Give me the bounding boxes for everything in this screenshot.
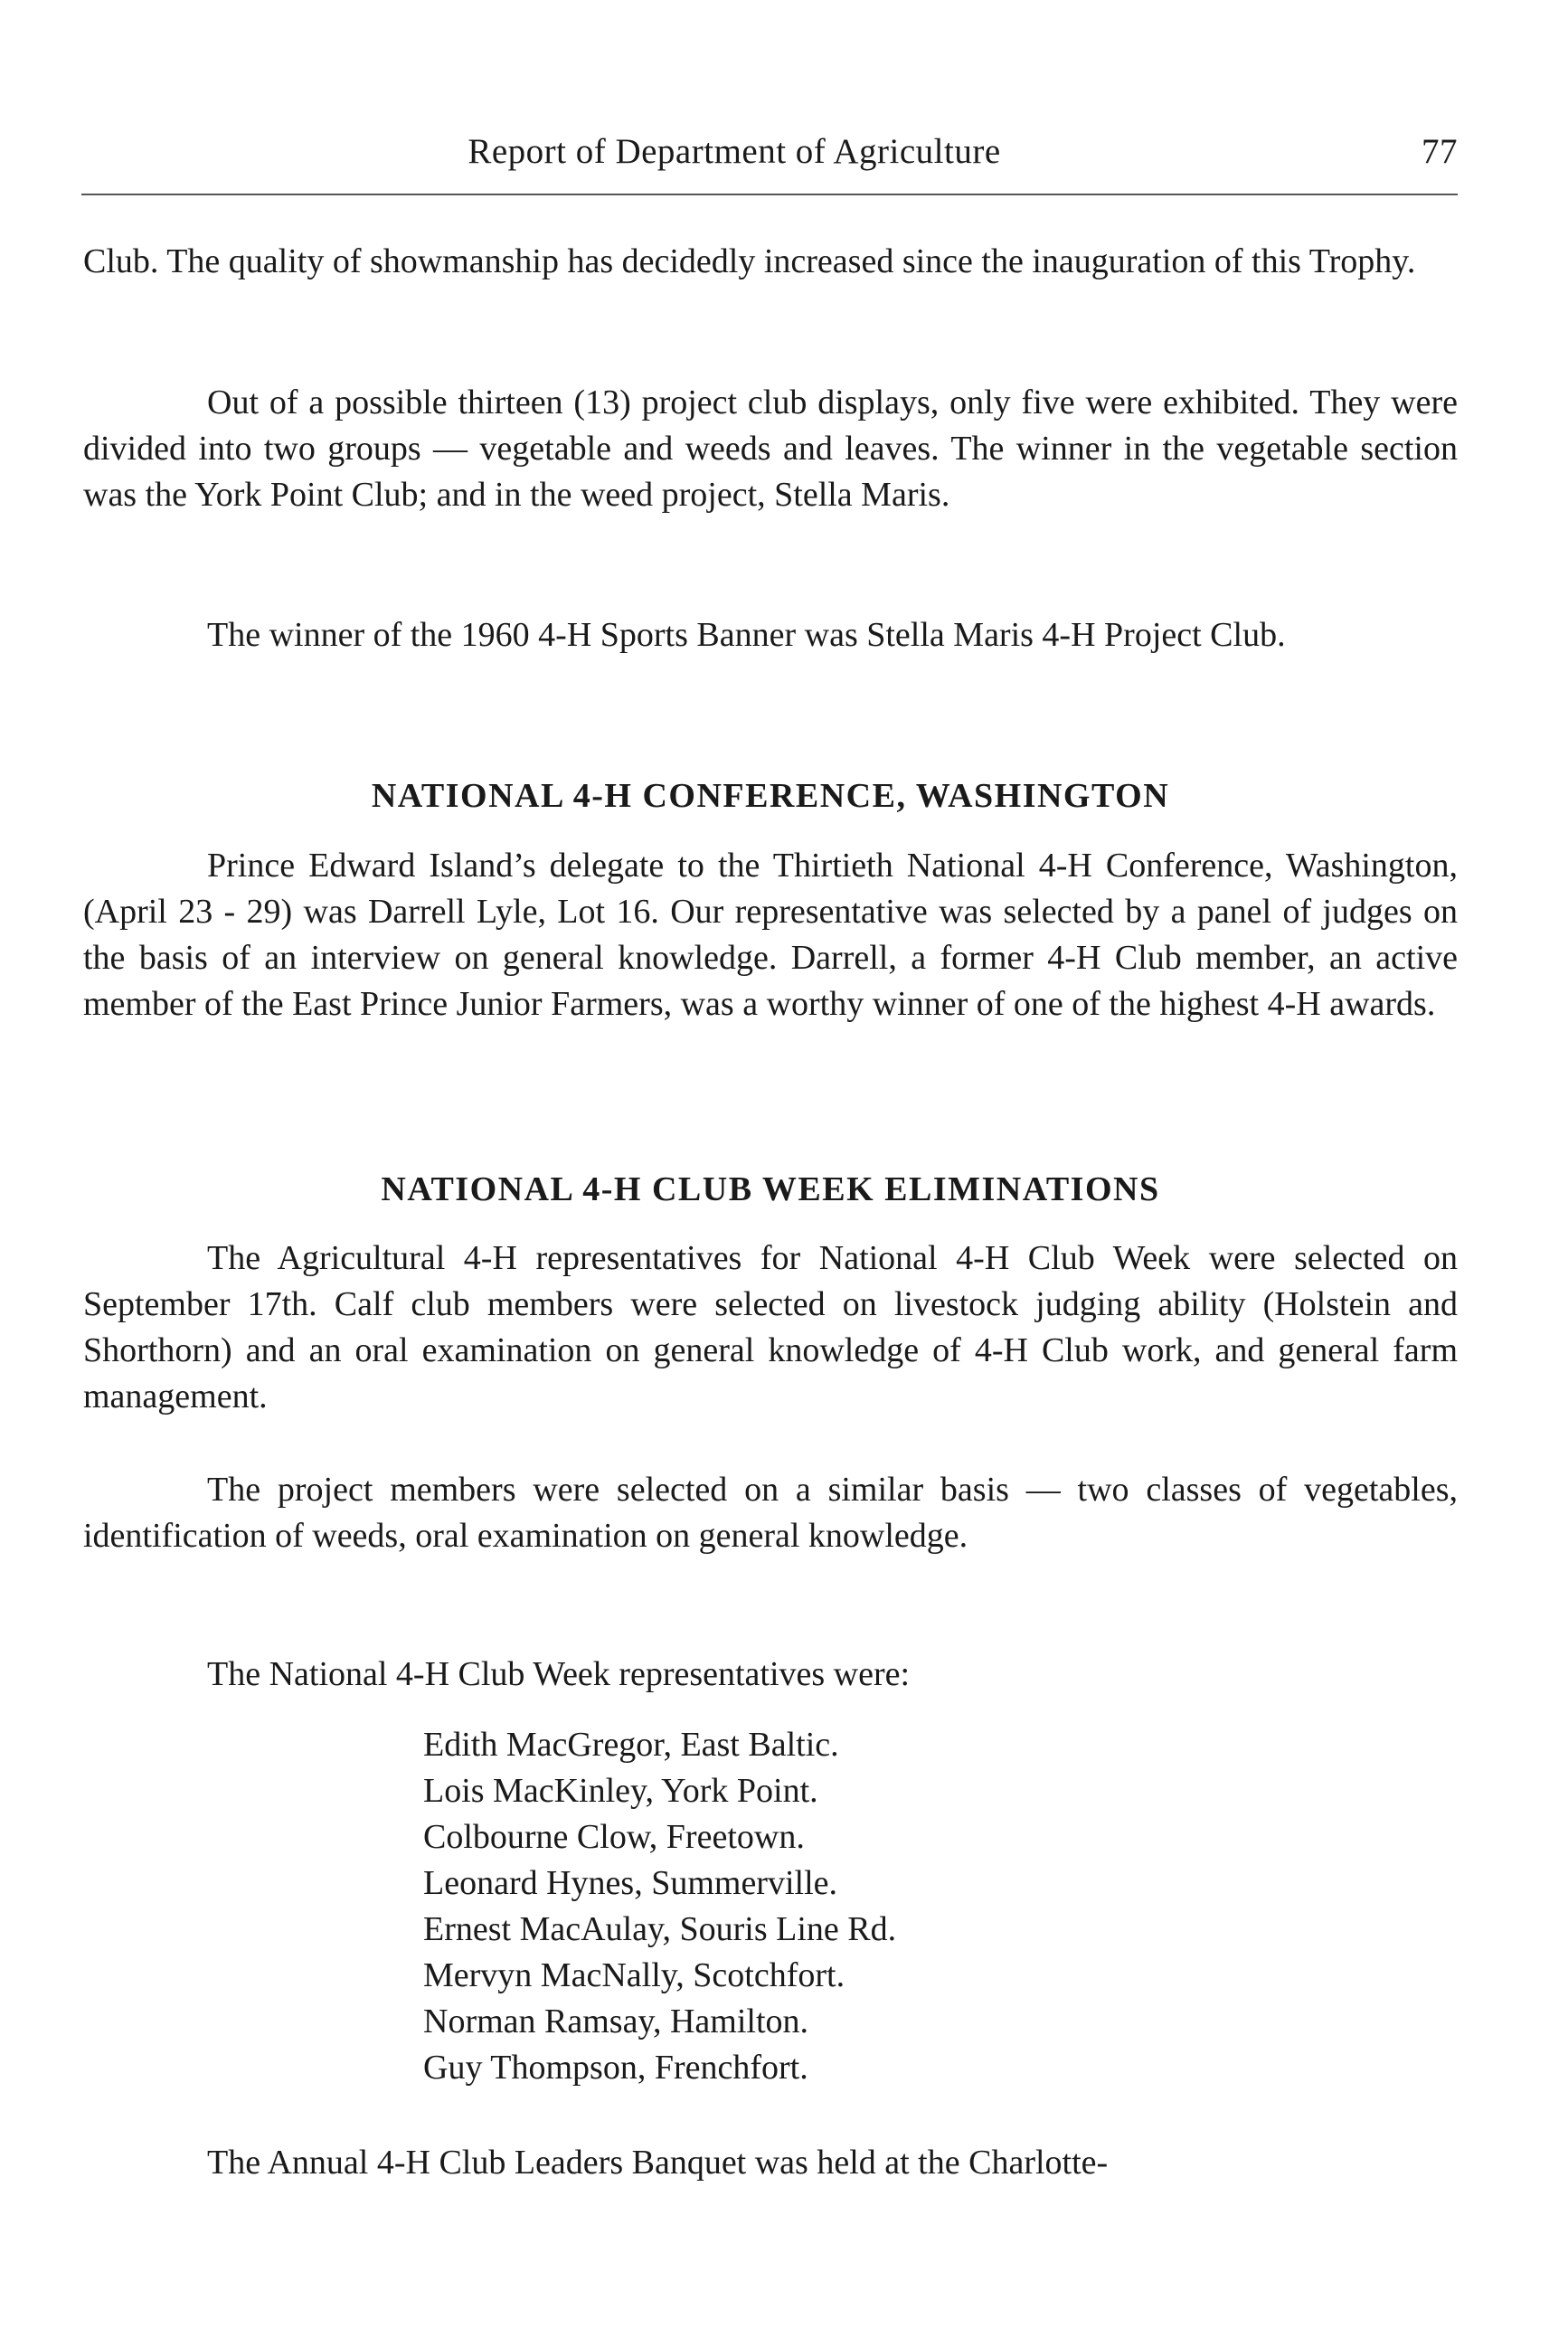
paragraph-project-members: The project members were selected on a similar basis — two classes of vegetables, identification of weeds, oral examination on general knowledge.	[83, 1471, 1458, 1555]
list-item: Mervyn MacNally, Scotchfort.	[423, 1956, 845, 1994]
list-item: Colbourne Clow, Freetown.	[423, 1818, 805, 1856]
heading-club-week-eliminations: NATIONAL 4-H CLUB WEEK ELIMINATIONS	[381, 1170, 1160, 1208]
header-title: Report of Department of Agriculture	[468, 132, 1001, 171]
paragraph-leaders-banquet: The Annual 4-H Club Leaders Banquet was held at the Charlotte-	[207, 2144, 1109, 2182]
header-rule	[81, 194, 1458, 195]
paragraph-conference: Prince Edward Island’s delegate to the Thirtieth National 4-H Conference, Washington, (April 23 - 29) was Darrell Lyle, Lot 16. Our representative was selected by a panel of judges on the basis of an interview on general knowledge. Darrell, a former 4-H Club member, an active member of the East Prince Junior Farmers, was a worthy winner of one of the highest 4-H awards.	[83, 847, 1458, 1023]
page-number: 77	[1422, 132, 1458, 171]
paragraph-project-displays: Out of a possible thirteen (13) project club displays, only five were exhibited. They were divided into two groups — vegetable and weeds and leaves. The winner in the vegetable section was the York Point Club; and in the weed project, Stella Maris.	[83, 383, 1458, 514]
paragraph-representatives-intro: The National 4-H Club Week representatives were:	[207, 1655, 911, 1693]
list-item: Leonard Hynes, Summerville.	[423, 1864, 838, 1902]
list-item: Edith MacGregor, East Baltic.	[423, 1726, 839, 1764]
list-item: Norman Ramsay, Hamilton.	[423, 2002, 809, 2040]
representatives-list	[423, 1722, 1237, 2091]
paragraph-showmanship: Club. The quality of showmanship has decidedly increased since the inauguration of this Trophy.	[83, 242, 1416, 280]
heading-national-conference: NATIONAL 4-H CONFERENCE, WASHINGTON	[371, 777, 1170, 815]
list-item: Lois MacKinley, York Point.	[423, 1772, 818, 1810]
list-item: Ernest MacAulay, Souris Line Rd.	[423, 1910, 897, 1948]
running-header	[83, 131, 1458, 182]
paragraph-eliminations-selection: The Agricultural 4-H representatives for National 4-H Club Week were selected on September 17th. Calf club members were selected on livestock judging ability (Holstein and Shorthorn) and an oral examination on general knowledge of 4-H Club work, and general farm management.	[83, 1239, 1458, 1415]
list-item: Guy Thompson, Frenchfort.	[423, 2049, 808, 2087]
paragraph-sports-banner: The winner of the 1960 4-H Sports Banner was Stella Maris 4-H Project Club.	[207, 616, 1286, 654]
